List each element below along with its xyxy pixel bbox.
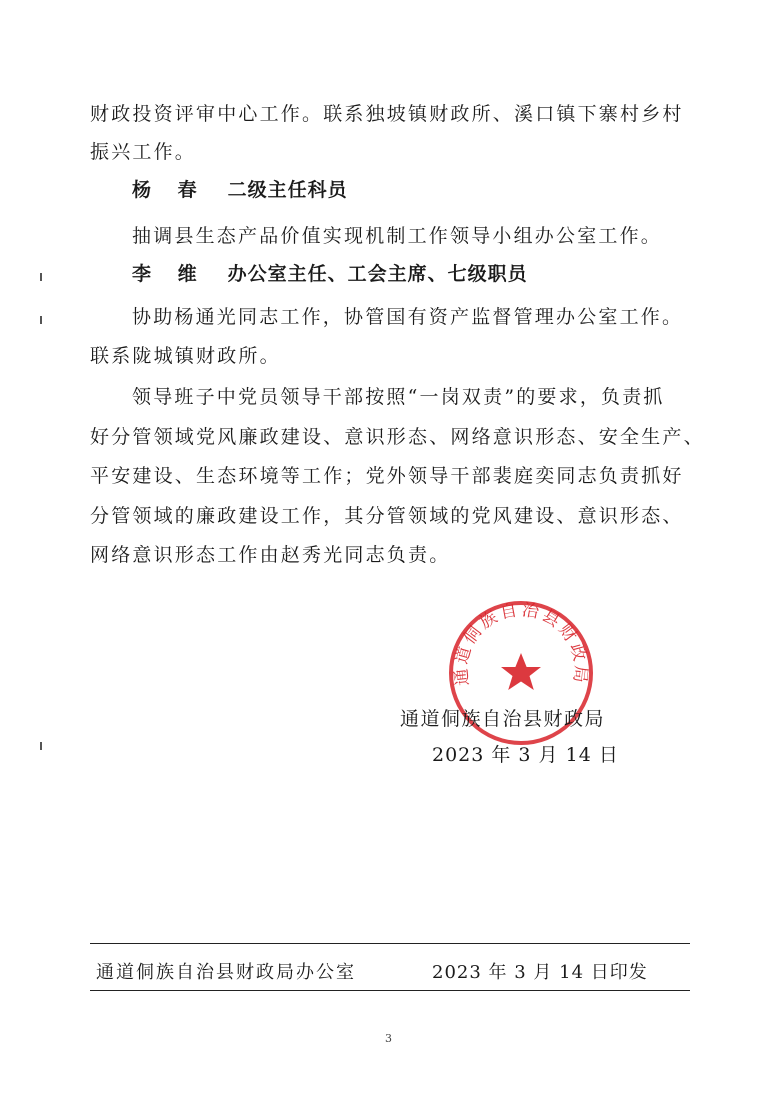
binding-mark	[40, 273, 42, 281]
seal-star-icon	[501, 653, 541, 690]
seal-text: 通道侗族自治县财政局	[451, 599, 591, 687]
closing-line-4: 分管领域的廉政建设工作，其分管领域的党风建设、意识形态、	[90, 505, 684, 527]
person-duty-line: 协助杨通光同志工作，协管国有资产监督管理办公室工作。	[132, 306, 684, 328]
person-title: 二级主任科员	[227, 179, 348, 201]
footer-bottom-rule	[90, 990, 690, 991]
footer-office: 通道侗族自治县财政局办公室	[96, 962, 356, 983]
signature-date: 2023 年 3 月 14 日	[432, 744, 619, 766]
body-line-2: 振兴工作。	[90, 141, 197, 163]
body-line-1: 财政投资评审中心工作。联系独坡镇财政所、溪口镇下寨村乡村	[90, 103, 684, 125]
closing-line-1: 领导班子中党员领导干部按照“一岗双责”的要求，负责抓	[132, 386, 665, 408]
footer-issued-date: 2023 年 3 月 14 日印发	[432, 962, 648, 983]
closing-line-2: 好分管领域党风廉政建设、意识形态、网络意识形态、安全生产、	[90, 426, 705, 448]
footer-top-rule	[90, 943, 690, 944]
page-number: 3	[385, 1032, 392, 1045]
binding-mark	[40, 316, 42, 324]
person-heading-li-wei	[132, 260, 742, 288]
person-title: 办公室主任、工会主席、七级职员	[227, 263, 528, 285]
person-duty-line: 联系陇城镇财政所。	[90, 345, 281, 367]
person-name: 杨 春	[132, 179, 207, 201]
person-name: 李 维	[132, 263, 207, 285]
person-duty-line: 抽调县生态产品价值实现机制工作领导小组办公室工作。	[132, 225, 663, 247]
signature-org: 通道侗族自治县财政局	[400, 708, 606, 730]
closing-line-3: 平安建设、生态环境等工作；党外领导干部裴庭奕同志负责抓好	[90, 465, 684, 487]
binding-mark	[40, 742, 42, 750]
person-heading-yang-chun	[132, 176, 742, 204]
closing-line-5: 网络意识形态工作由赵秀光同志负责。	[90, 544, 451, 566]
